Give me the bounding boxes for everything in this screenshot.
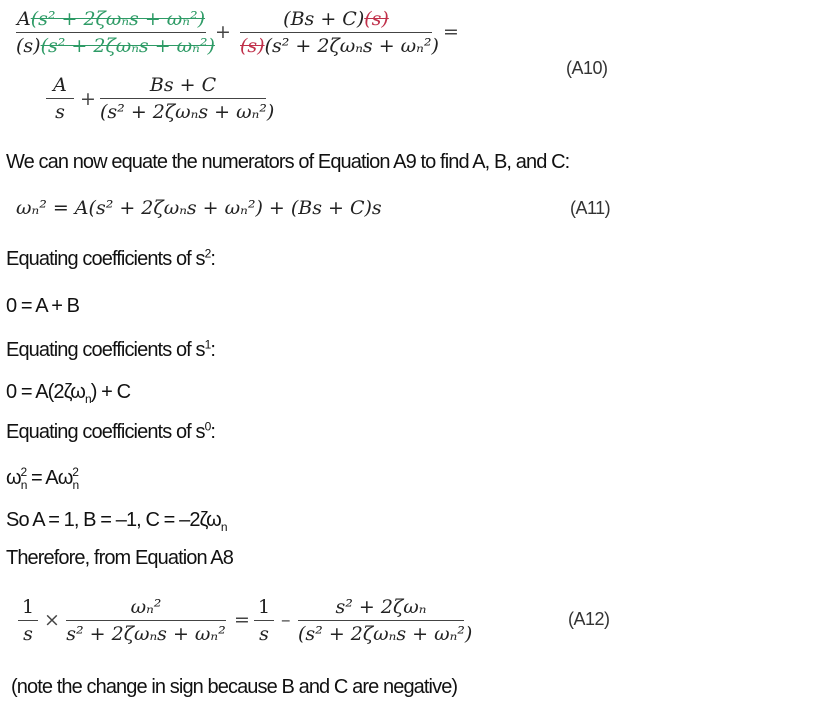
a12-equation-number: (A12) [568,609,610,629]
a10-fraction-3 [46,73,74,124]
a10-fraction-4 [100,73,275,124]
a10-f2-num-cancelled: (s) [364,8,389,30]
coef-s2-heading: Equating coefficients of $s^2$: [6,246,216,270]
solution-line: So A = 1, B = –1, $C = -2\zeta\omega_n$ [6,509,227,534]
equate-numerators-text: We can now equate the numerators of Equation A9 to find A, B, and C: [6,151,570,173]
a10-plus-1: + [215,21,231,43]
a10-f1-num-cancelled: (s² + 2ζωₙs + ωₙ²) [30,8,206,30]
a11-equation-number: (A11) [570,198,611,218]
a10-f3-den: s [55,101,65,123]
equation-s2: 0 = A + B [6,295,80,317]
equation-s1: $0 = A(2\zeta\omega_n) + C$ [6,381,131,406]
a12-fraction-2 [66,595,226,646]
a10-f1-num-coef: A [16,8,31,30]
a10-f3-num: A [53,74,67,96]
a11-expression: ωₙ² = A(s² + 2ζωₙs + ωₙ²) + (Bs + C)s [16,197,382,219]
a10-f1-den-s: (s) [16,35,41,57]
a10-plus-2: + [80,88,96,110]
therefore-line: Therefore, from Equation A8 [6,547,233,569]
a12-f1-den: s [23,623,33,645]
a10-f2-den: (s² + 2ζωₙs + ωₙ²) [264,35,439,57]
coef-s1-heading: Equating coefficients of $s^1$: [6,337,216,361]
a12-f3-num: 1 [257,596,271,618]
sign-change-note: (note the change in sign because B and C are negative) [11,676,458,698]
a10-f1-den-cancelled: (s² + 2ζωₙs + ωₙ²) [40,35,215,57]
a10-f2-den-cancelled: (s) [240,35,265,57]
a10-equation-number: (A10) [566,58,608,78]
a12-f4-den: (s² + 2ζωₙs + ωₙ²) [298,623,473,645]
a12-f2-den: s² + 2ζωₙs + ωₙ² [66,623,226,645]
a12-fraction-3 [254,595,274,646]
a10-fraction-1 [16,7,215,58]
a10-equals: = [443,21,459,43]
a10-fraction-2 [240,7,439,58]
a10-f2-num: (Bs + C) [283,8,365,30]
a12-minus: – [281,609,291,631]
a12-fraction-1 [18,595,38,646]
a10-f4-num: Bs + C [149,74,217,96]
a12-f3-den: s [259,623,269,645]
a12-f2-num: ωₙ² [130,596,162,618]
a12-f1-num: 1 [21,596,35,618]
equation-s0: $\omega_n^2 = A\omega_n^2$ [6,465,79,492]
a12-f4-num: s² + 2ζωₙ [335,596,427,618]
a12-equals: = [234,609,250,631]
a12-times: × [44,609,60,631]
a12-fraction-4 [298,595,473,646]
a10-f4-den: (s² + 2ζωₙs + ωₙ²) [100,101,275,123]
coef-s0-heading: Equating coefficients of $s^0$: [6,419,216,443]
